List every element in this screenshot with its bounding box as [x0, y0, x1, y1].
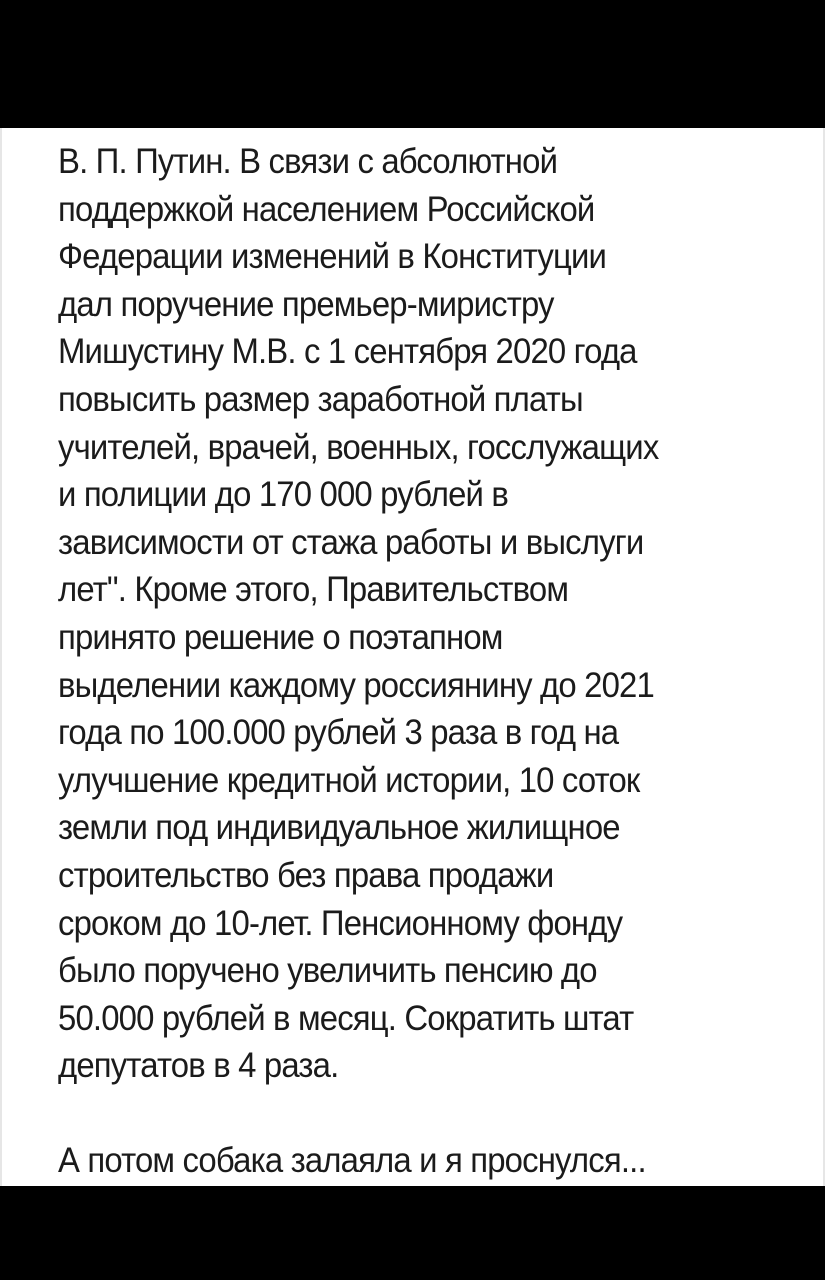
post-line: повысить размер заработной платы	[58, 379, 583, 419]
post-content	[0, 128, 825, 1186]
post-line: 50.000 рублей в месяц. Сократить штат	[58, 998, 634, 1038]
post-line: В. П. Путин. В связи с абсолютной	[58, 142, 558, 181]
post-text	[58, 138, 758, 1185]
post-line: зависимости от стажа работы и выслуги	[58, 522, 644, 562]
bottom-black-bar	[0, 1186, 825, 1280]
post-line: лет". Кроме этого, Правительством	[58, 570, 569, 610]
post-line: Федерации изменений в Конституции	[58, 237, 607, 277]
post-line: депутатов в 4 раза.	[58, 1046, 339, 1086]
post-line: выделении каждому россиянину до 2021	[58, 665, 654, 705]
post-line: года по 100.000 рублей 3 раза в год на	[58, 713, 619, 753]
post-line: учителей, врачей, военных, госслужащих	[58, 427, 659, 467]
post-line: улучшение кредитной истории, 10 соток	[58, 760, 640, 800]
post-ending-line: А потом собака залаяла и я проснулся...	[58, 1141, 646, 1181]
post-line: Мишустину М.В. с 1 сентября 2020 года	[58, 332, 637, 372]
post-line: поддержкой населением Российской	[58, 189, 595, 229]
post-line: сроком до 10-лет. Пенсионному фонду	[58, 903, 623, 943]
top-black-bar	[0, 0, 825, 128]
post-line: и полиции до 170 000 рублей в	[58, 475, 508, 515]
post-line: строительство без права продажи	[58, 855, 554, 895]
post-line: дал поручение премьер-миристру	[58, 284, 554, 324]
post-line: принято решение о поэтапном	[58, 617, 503, 657]
post-line: было поручено увеличить пенсию до	[58, 951, 597, 991]
paragraph-gap	[58, 1090, 758, 1138]
post-line: земли под индивидуальное жилищное	[58, 808, 620, 848]
